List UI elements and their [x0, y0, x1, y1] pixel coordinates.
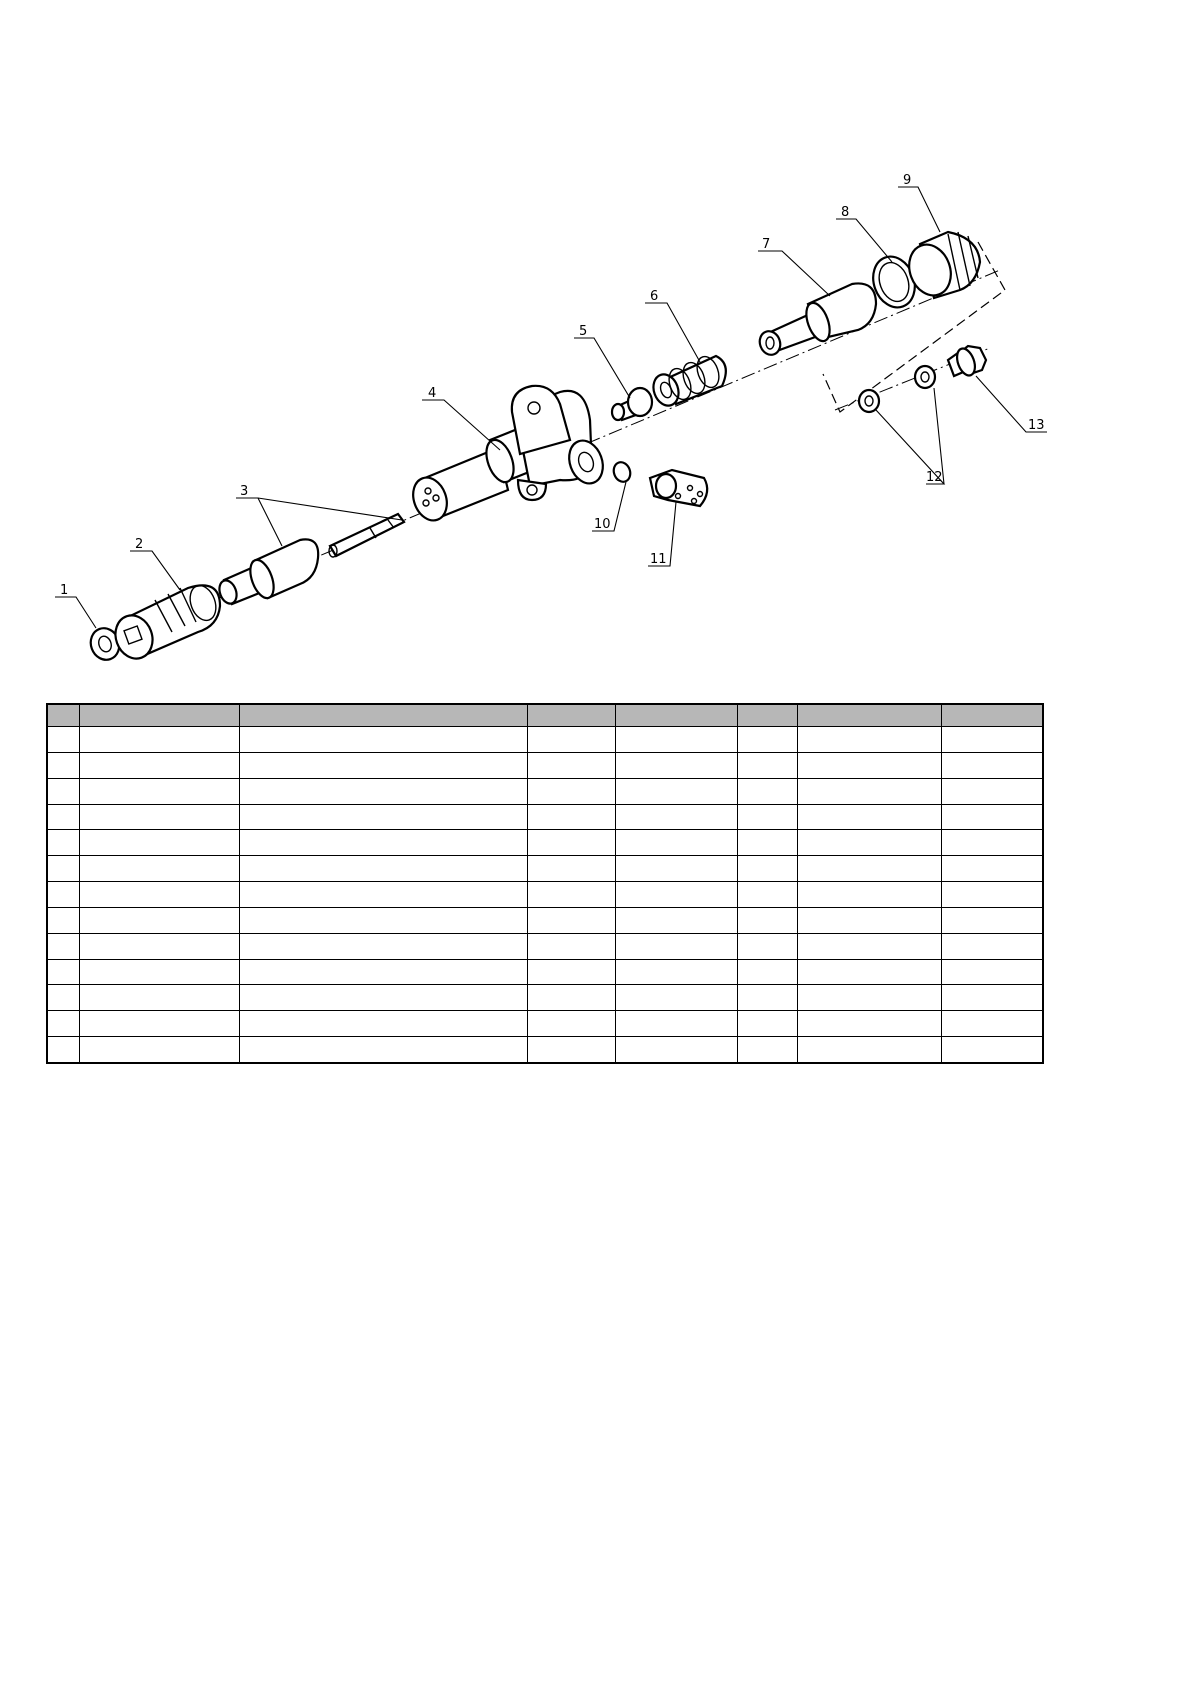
part-10-small-ring [611, 460, 633, 484]
table-cell [79, 1037, 239, 1063]
table-cell [737, 882, 797, 908]
table-cell [527, 1011, 615, 1037]
callout-11: 11 [650, 552, 667, 567]
table-row [47, 752, 1043, 778]
table-cell [239, 778, 527, 804]
table-cell [941, 985, 1043, 1011]
table-row [47, 907, 1043, 933]
table-cell [941, 856, 1043, 882]
part-2-gear-sleeve [110, 582, 221, 664]
column-header [615, 704, 737, 727]
part-3-bushing-and-pin [216, 514, 404, 606]
table-cell [527, 1037, 615, 1063]
column-header [797, 704, 941, 727]
table-cell [527, 907, 615, 933]
table-cell [239, 727, 527, 753]
callout-9: 9 [903, 173, 912, 188]
column-header [527, 704, 615, 727]
table-cell [797, 959, 941, 985]
table-cell [47, 882, 79, 908]
column-header [79, 704, 239, 727]
table-row [47, 778, 1043, 804]
table-body [47, 727, 1043, 1064]
callout-2: 2 [135, 537, 144, 552]
callout-1: 1 [60, 583, 69, 598]
table-cell [615, 933, 737, 959]
table-cell [79, 804, 239, 830]
table-cell [47, 985, 79, 1011]
part-11-fitting [650, 470, 707, 506]
table-row [47, 830, 1043, 856]
table-cell [797, 882, 941, 908]
table-cell [47, 752, 79, 778]
table-cell [79, 830, 239, 856]
table-cell [47, 856, 79, 882]
table-cell [941, 727, 1043, 753]
table-cell [737, 1011, 797, 1037]
table-cell [47, 778, 79, 804]
table-row [47, 959, 1043, 985]
column-header [941, 704, 1043, 727]
table-row [47, 727, 1043, 753]
table-cell [527, 778, 615, 804]
parts-list-table [46, 703, 1044, 1064]
table-cell [737, 933, 797, 959]
table-cell [239, 959, 527, 985]
table-cell [615, 752, 737, 778]
table-cell [527, 727, 615, 753]
table-cell [239, 856, 527, 882]
table-cell [47, 959, 79, 985]
table-cell [47, 1011, 79, 1037]
table-row [47, 933, 1043, 959]
table-cell [737, 1037, 797, 1063]
table-cell [79, 907, 239, 933]
table-cell [239, 1011, 527, 1037]
table-cell [941, 882, 1043, 908]
table-cell [797, 752, 941, 778]
table-cell [941, 1037, 1043, 1063]
table-cell [941, 959, 1043, 985]
column-header [47, 704, 79, 727]
table-cell [797, 804, 941, 830]
table-row [47, 1011, 1043, 1037]
table-cell [615, 727, 737, 753]
exploded-parts-diagram [0, 0, 1190, 700]
table-cell [797, 907, 941, 933]
table-cell [615, 1037, 737, 1063]
table-cell [737, 856, 797, 882]
table-cell [239, 830, 527, 856]
table-cell [239, 985, 527, 1011]
callout-8: 8 [841, 205, 850, 220]
table-header-row [47, 704, 1043, 727]
table-cell [737, 778, 797, 804]
table-cell [239, 882, 527, 908]
table-cell [527, 804, 615, 830]
table-cell [239, 804, 527, 830]
table-cell [47, 1037, 79, 1063]
callout-12: 12 [926, 470, 943, 485]
table-cell [737, 752, 797, 778]
table-cell [941, 778, 1043, 804]
callout-10: 10 [594, 517, 611, 532]
table-cell [79, 882, 239, 908]
table-cell [797, 933, 941, 959]
table-cell [615, 778, 737, 804]
part-12-washers [859, 366, 935, 412]
table-cell [615, 804, 737, 830]
table-cell [79, 778, 239, 804]
table-cell [527, 856, 615, 882]
table-cell [527, 985, 615, 1011]
table-cell [941, 752, 1043, 778]
column-header [737, 704, 797, 727]
table-cell [941, 907, 1043, 933]
table-cell [737, 830, 797, 856]
table-cell [737, 985, 797, 1011]
callout-5: 5 [579, 324, 588, 339]
table-cell [527, 830, 615, 856]
table-cell [737, 959, 797, 985]
table-cell [941, 933, 1043, 959]
table-cell [737, 727, 797, 753]
table-cell [615, 907, 737, 933]
table-cell [941, 804, 1043, 830]
table-cell [941, 1011, 1043, 1037]
table-cell [79, 727, 239, 753]
table-cell [79, 959, 239, 985]
table-row [47, 882, 1043, 908]
table-cell [47, 727, 79, 753]
table-cell [239, 752, 527, 778]
table-cell [615, 959, 737, 985]
table-cell [737, 907, 797, 933]
table-cell [79, 856, 239, 882]
table-cell [79, 1011, 239, 1037]
table-cell [47, 804, 79, 830]
table-cell [797, 856, 941, 882]
part-4-housing [407, 386, 608, 525]
callout-3: 3 [240, 484, 249, 499]
table-cell [797, 1037, 941, 1063]
table-cell [797, 830, 941, 856]
table-cell [615, 985, 737, 1011]
callout-7: 7 [762, 237, 771, 252]
table-cell [797, 727, 941, 753]
table-row [47, 856, 1043, 882]
callout-13: 13 [1028, 418, 1045, 433]
table-cell [737, 804, 797, 830]
callout-4: 4 [428, 386, 437, 401]
table-cell [615, 856, 737, 882]
part-5-valve [612, 388, 652, 420]
table-cell [941, 830, 1043, 856]
table-cell [47, 907, 79, 933]
table-cell [527, 933, 615, 959]
part-7-plunger-sleeve [756, 283, 876, 357]
table-row [47, 1037, 1043, 1063]
table-cell [797, 1011, 941, 1037]
table-cell [239, 907, 527, 933]
table-row [47, 985, 1043, 1011]
table-cell [79, 985, 239, 1011]
callout-6: 6 [650, 289, 659, 304]
table-cell [47, 933, 79, 959]
table-cell [47, 830, 79, 856]
table-cell [797, 778, 941, 804]
table-cell [79, 933, 239, 959]
table-cell [239, 933, 527, 959]
table-cell [79, 752, 239, 778]
table-cell [527, 882, 615, 908]
column-header [239, 704, 527, 727]
table-cell [239, 1037, 527, 1063]
table-cell [527, 959, 615, 985]
table-row [47, 804, 1043, 830]
table-cell [615, 882, 737, 908]
part-13-bolt [948, 346, 986, 378]
table-cell [527, 752, 615, 778]
table-cell [615, 830, 737, 856]
table-cell [615, 1011, 737, 1037]
table-cell [797, 985, 941, 1011]
